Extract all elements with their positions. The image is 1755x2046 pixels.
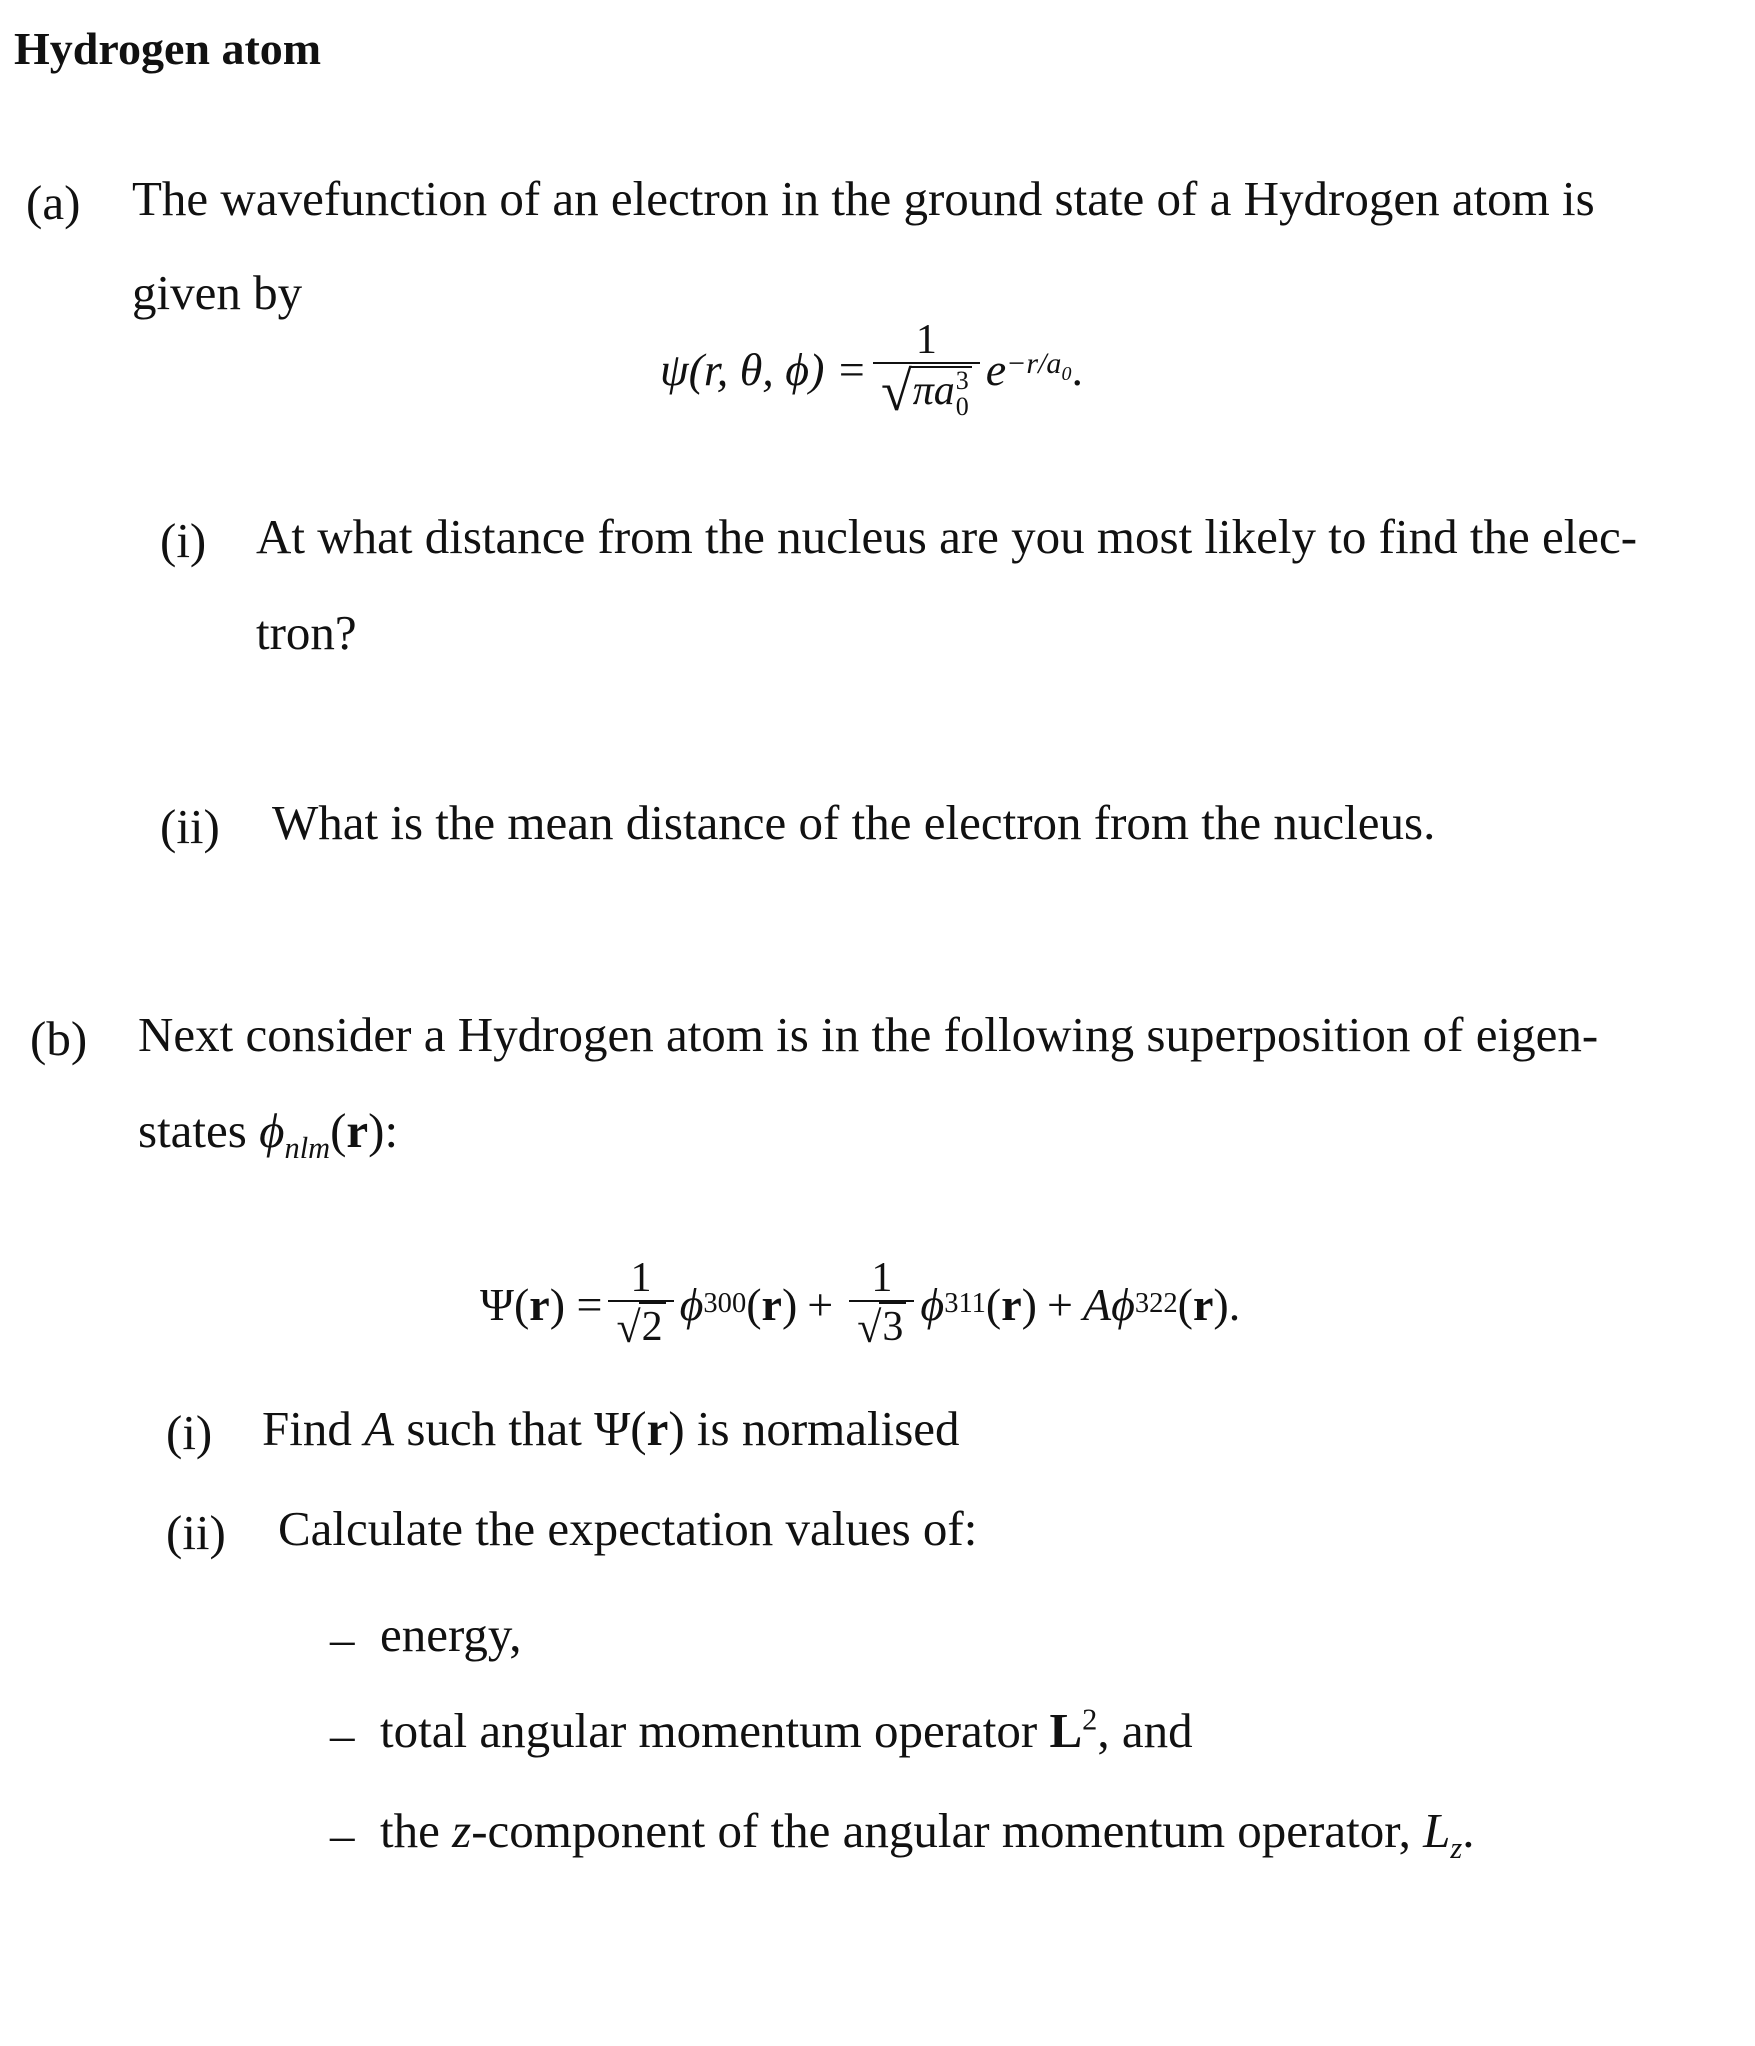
superposition-equation: Ψ( r ) = 1 √ 2 ϕ 300 ( r ) + 1 √ 3 ϕ 311 ( r ) + A ϕ 322 ( r ). bbox=[480, 1255, 1241, 1353]
bullet-l2-sup: 2 bbox=[1082, 1702, 1098, 1737]
eq-b-term1-r: r bbox=[761, 1278, 782, 1330]
bullet-lz-mid: -component of the angular momentum operator, bbox=[471, 1803, 1424, 1858]
part-a-i-line2: tron? bbox=[256, 605, 357, 660]
eq-b-term2-phi: ϕ bbox=[920, 1278, 945, 1330]
eq-b-fraction-2: 1 √ 3 bbox=[849, 1256, 914, 1352]
eq-b-plus-2: + bbox=[1047, 1278, 1073, 1330]
eq-b-frac2-num: 1 bbox=[871, 1255, 893, 1301]
eq-b-psi: Ψ( bbox=[480, 1278, 530, 1330]
eq-b-term3-phi: ϕ bbox=[1111, 1278, 1135, 1330]
eq-b-plus-1: + bbox=[807, 1278, 834, 1330]
eq-b-coefficient-a: A bbox=[1082, 1278, 1112, 1330]
bullet-lz-post: . bbox=[1462, 1803, 1475, 1858]
bullet-dash-l2: – bbox=[330, 1707, 355, 1762]
bullet-l2 bbox=[380, 1702, 1193, 1758]
eq-a-radicand-sub: 0 bbox=[955, 392, 969, 422]
bullet-l2-operator: L bbox=[1049, 1703, 1083, 1758]
bullet-dash-energy: – bbox=[330, 1611, 355, 1666]
eq-b-term1-phi: ϕ bbox=[679, 1278, 704, 1330]
eq-b-frac1-num: 1 bbox=[630, 1255, 652, 1301]
part-b-ii-label: (ii) bbox=[166, 1505, 226, 1560]
part-a-ii-label: (ii) bbox=[160, 799, 220, 854]
part-b-line2: states $\phi_{nlm}(r)$: bbox=[138, 1103, 399, 1165]
bullet-l2-pre: total angular momentum operator bbox=[380, 1703, 1050, 1758]
eq-a-exp-base: e bbox=[985, 343, 1007, 395]
eq-b-frac2-den: 3 bbox=[879, 1302, 906, 1350]
bullet-lz-pre: the bbox=[380, 1803, 453, 1858]
eq-a-fraction bbox=[873, 317, 980, 424]
eq-b-frac1-den: 2 bbox=[639, 1302, 666, 1350]
part-b-i-text bbox=[262, 1401, 960, 1456]
bullet-energy: energy, bbox=[380, 1607, 522, 1662]
position-vector-r: r bbox=[346, 1103, 369, 1158]
bullet-lz-z: z bbox=[452, 1803, 472, 1858]
eq-b-term2-r: r bbox=[1001, 1278, 1022, 1330]
eq-b-term3-r: r bbox=[1192, 1278, 1214, 1330]
part-b-i-post: ) is normalised bbox=[668, 1401, 960, 1456]
eq-a-numerator: 1 bbox=[915, 317, 937, 363]
bullet-lz-operator: L bbox=[1423, 1803, 1451, 1858]
part-b-i-r: r bbox=[646, 1401, 669, 1456]
eq-a-exponent-sub: 0 bbox=[1061, 363, 1072, 386]
ground-state-equation bbox=[660, 317, 1083, 424]
part-b-i-mid: such that Ψ( bbox=[394, 1401, 647, 1456]
part-b-line2-prefix: states bbox=[138, 1103, 260, 1158]
eq-a-radicand-sup: 3 bbox=[955, 366, 969, 396]
eq-a-end: . bbox=[1071, 343, 1083, 395]
eq-a-lhs: ψ(r, θ, ϕ) = bbox=[660, 343, 867, 395]
eq-a-sqrt: √ πa 3 0 bbox=[881, 364, 972, 420]
part-b-i-pre: Find bbox=[262, 1401, 365, 1456]
part-a-line1: The wavefunction of an electron in the ground state of a Hydrogen atom is bbox=[132, 171, 1595, 226]
part-b-line2-suffix: ): bbox=[368, 1103, 399, 1158]
eq-a-exponent: −r/a bbox=[1006, 347, 1062, 381]
part-b-line1: Next consider a Hydrogen atom is in the following superposition of eigen- bbox=[138, 1007, 1599, 1062]
part-a-label: (a) bbox=[26, 175, 81, 230]
part-b-i-a: A bbox=[364, 1401, 395, 1456]
part-a-i-label: (i) bbox=[160, 513, 207, 568]
bullet-dash-lz: – bbox=[330, 1807, 355, 1862]
part-a-line2: given by bbox=[132, 265, 303, 320]
part-b-ii-text: Calculate the expectation values of: bbox=[278, 1501, 978, 1556]
eq-b-fraction-1: 1 √ 2 bbox=[608, 1256, 673, 1352]
part-a-ii-text: What is the mean distance of the electron from the nucleus. bbox=[272, 795, 1436, 850]
eq-b-lhs-end: ) = bbox=[549, 1278, 603, 1330]
phi-subscript-nlm: nlm bbox=[284, 1130, 331, 1165]
bullet-lz bbox=[380, 1803, 1475, 1865]
eq-b-end: ). bbox=[1213, 1278, 1241, 1330]
phi-symbol: ϕ bbox=[259, 1103, 285, 1158]
eq-b-lhs-r: r bbox=[529, 1278, 550, 1330]
bullet-l2-post: , and bbox=[1097, 1703, 1193, 1758]
part-a-i-line1: At what distance from the nucleus are you most likely to find the elec- bbox=[256, 509, 1638, 564]
part-b-i-label: (i) bbox=[166, 1405, 213, 1460]
page-title: Hydrogen atom bbox=[14, 23, 322, 74]
eq-a-radicand: πa bbox=[912, 367, 955, 414]
bullet-lz-sub: z bbox=[1450, 1830, 1463, 1865]
part-b-label: (b) bbox=[30, 1011, 88, 1066]
